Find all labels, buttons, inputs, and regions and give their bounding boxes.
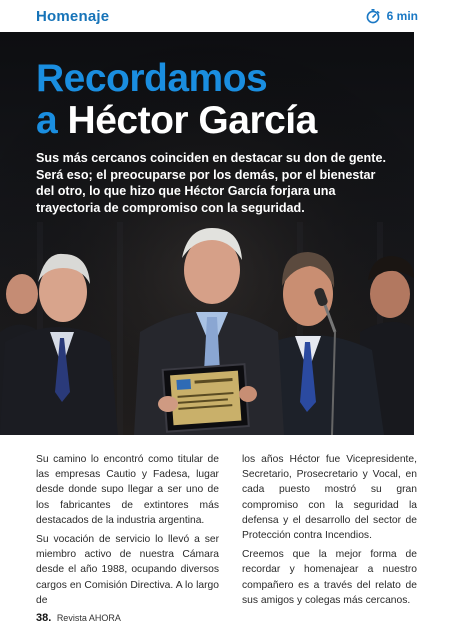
- paragraph: los años Héctor fue Vicepresidente, Secretario, Prosecretario y Vocal, en cada puesto mostró su gran compromiso con la seguridad la defensa y el desarrollo del sector de Protección contra Incendios.: [242, 454, 417, 542]
- top-bar: [0, 0, 452, 32]
- body-column-right: [242, 452, 417, 612]
- paragraph: Su vocación de servicio lo llevó a ser miembro activo de nuestra Cámara desde el año 1988, ocupando diversos cargos en Comisión Directiva. A lo largo de: [36, 534, 219, 606]
- headline: [36, 58, 317, 142]
- stopwatch-icon: [365, 8, 381, 24]
- subheadline: Sus más cercanos coinciden en destacar su don de gente. Será eso; el preocuparse por los demás, por el bienestar del otro, lo que hizo que Héctor García forjara una trayectoria de compromiso con la seguridad.: [36, 151, 386, 215]
- section-label: Homenaje: [36, 8, 110, 25]
- magazine-name: Revista AHORA: [56, 613, 121, 623]
- headline-prefix: a: [36, 99, 58, 142]
- read-time: [365, 6, 418, 26]
- read-time-label: 6 min: [386, 9, 418, 23]
- headline-name: Héctor García: [67, 99, 317, 142]
- headline-line1: Recordamos: [36, 57, 268, 100]
- body-column-left: [36, 452, 219, 612]
- page-number: 38.: [36, 612, 52, 624]
- hero-photo: [0, 32, 414, 435]
- page-footer: [36, 612, 121, 624]
- paragraph: Su camino lo encontró como titular de las empresas Cautio y Fadesa, lugar desde donde supo llegar a ser uno de los fabricantes de extintores más destacados de la industria argentina.: [36, 454, 219, 526]
- paragraph: Creemos que la mejor forma de recordar y homenajear a nuestro compañero es a través del relato de sus amigos y colegas más cercanos.: [242, 549, 417, 606]
